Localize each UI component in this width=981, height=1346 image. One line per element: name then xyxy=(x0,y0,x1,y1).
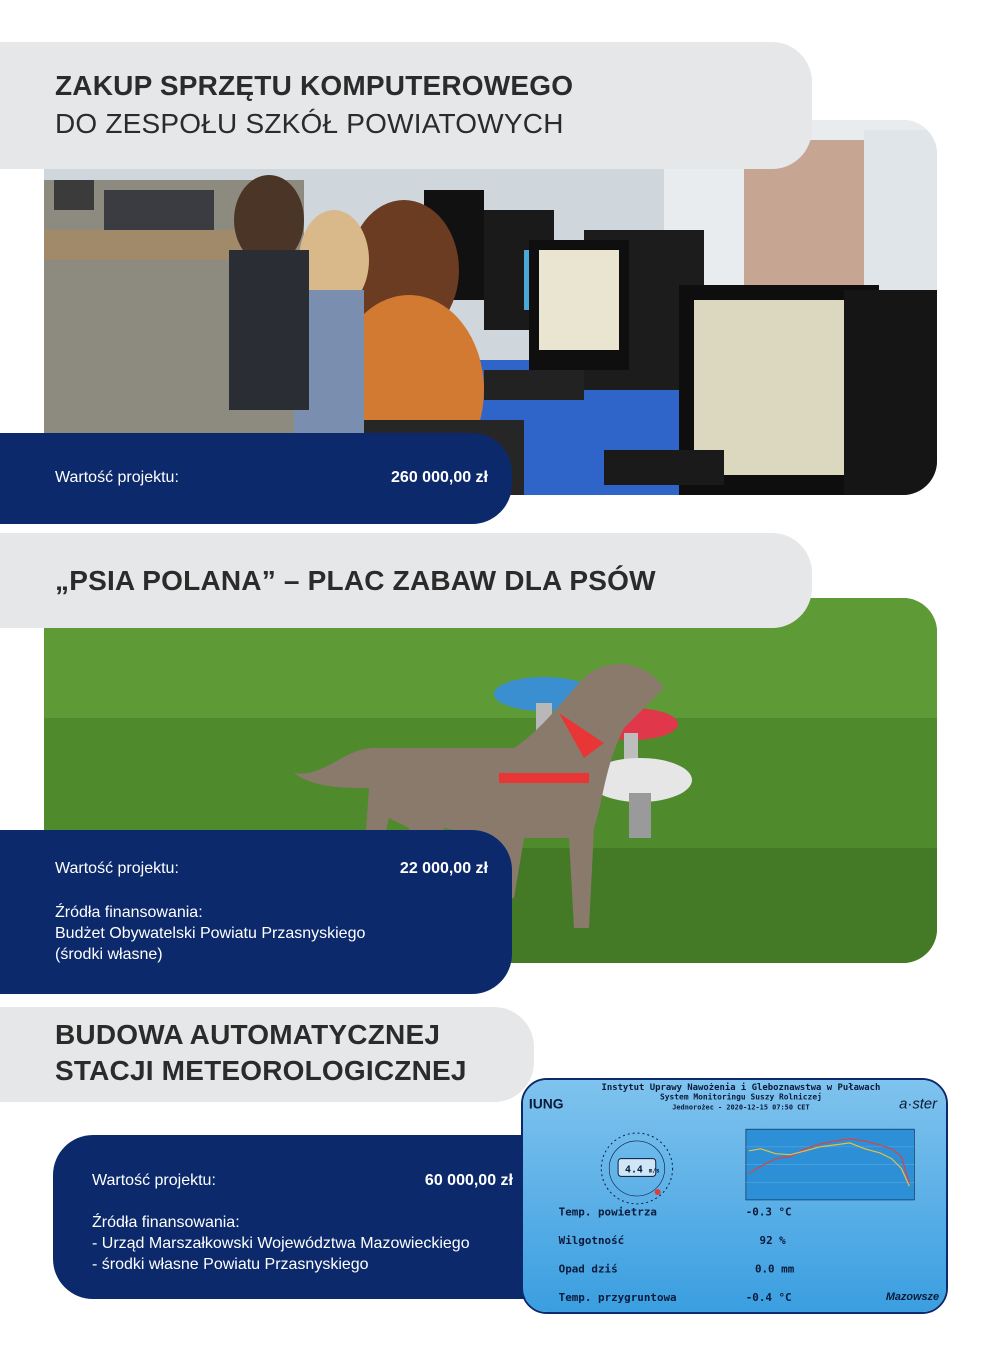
section3-funding-line1: - Urząd Marszałkowski Województwa Mazowieckiego xyxy=(92,1235,470,1252)
reading-label-2: Opad dziś xyxy=(558,1262,618,1276)
section2-funding-line1: Budżet Obywatelski Powiatu Przasnyskiego xyxy=(55,925,366,942)
section1-value-label: Wartość projektu: xyxy=(55,469,179,486)
reading-label-3: Temp. przygruntowa xyxy=(558,1291,677,1305)
reading-value-0: -0.3 °C xyxy=(745,1205,792,1219)
reading-value-1: 92 % xyxy=(759,1234,786,1248)
section2-value: 22 000,00 zł xyxy=(399,860,488,877)
screen-header-line2: System Monitoringu Suszy Rolniczej xyxy=(660,1092,822,1102)
section1-title-line2: DO ZESPOŁU SZKÓŁ POWIATOWYCH xyxy=(55,108,564,139)
section2-title-bar xyxy=(0,533,812,628)
section3-value: 60 000,00 zł xyxy=(424,1172,513,1189)
section1-info-box xyxy=(0,433,512,524)
section3-funding-label: Źródła finansowania: xyxy=(92,1214,240,1231)
section3-funding-line2: - środki własne Powiatu Przasnyskiego xyxy=(92,1256,369,1273)
section3-title-line2: STACJI METEOROLOGICZNEJ xyxy=(55,1055,467,1086)
screen-header-line3: Jednorożec - 2020-12-15 07:50 CET xyxy=(672,1103,810,1112)
section2-value-label: Wartość projektu: xyxy=(55,860,179,877)
section3-title-bar xyxy=(0,1007,534,1102)
section2-info-box xyxy=(0,830,512,994)
reading-value-2: 0.0 mm xyxy=(754,1262,795,1276)
wind-speed: 4.4 xyxy=(625,1164,643,1176)
section1-value: 260 000,00 zł xyxy=(391,469,488,486)
mazowsze-logo: Mazowsze xyxy=(885,1291,940,1304)
section3-title-line1: BUDOWA AUTOMATYCZNEJ xyxy=(55,1019,441,1050)
section3-info-box xyxy=(53,1135,573,1299)
reading-label-0: Temp. powietrza xyxy=(558,1205,657,1219)
section1-title-bar xyxy=(0,42,812,169)
reading-value-3: -0.4 °C xyxy=(745,1291,792,1305)
section2-title: „PSIA POLANA” – PLAC ZABAW DLA PSÓW xyxy=(55,565,656,596)
temperature-humidity-graph xyxy=(746,1129,914,1200)
iung-logo: IUNG xyxy=(528,1095,564,1112)
screen-header-line1: Instytut Uprawy Nawożenia i Gleboznawstwa w Puławach xyxy=(601,1082,881,1093)
reading-label-1: Wilgotność xyxy=(558,1234,625,1248)
weather-station-screen xyxy=(521,1078,948,1314)
section1-title-line1: ZAKUP SPRZĘTU KOMPUTEROWEGO xyxy=(55,70,574,101)
section2-funding-line2: (środki własne) xyxy=(55,946,163,963)
aster-logo: a·ster xyxy=(899,1096,938,1113)
section2-funding-label: Źródła finansowania: xyxy=(55,904,203,921)
wind-unit: m/s xyxy=(648,1168,660,1175)
section3-value-label: Wartość projektu: xyxy=(92,1172,216,1189)
